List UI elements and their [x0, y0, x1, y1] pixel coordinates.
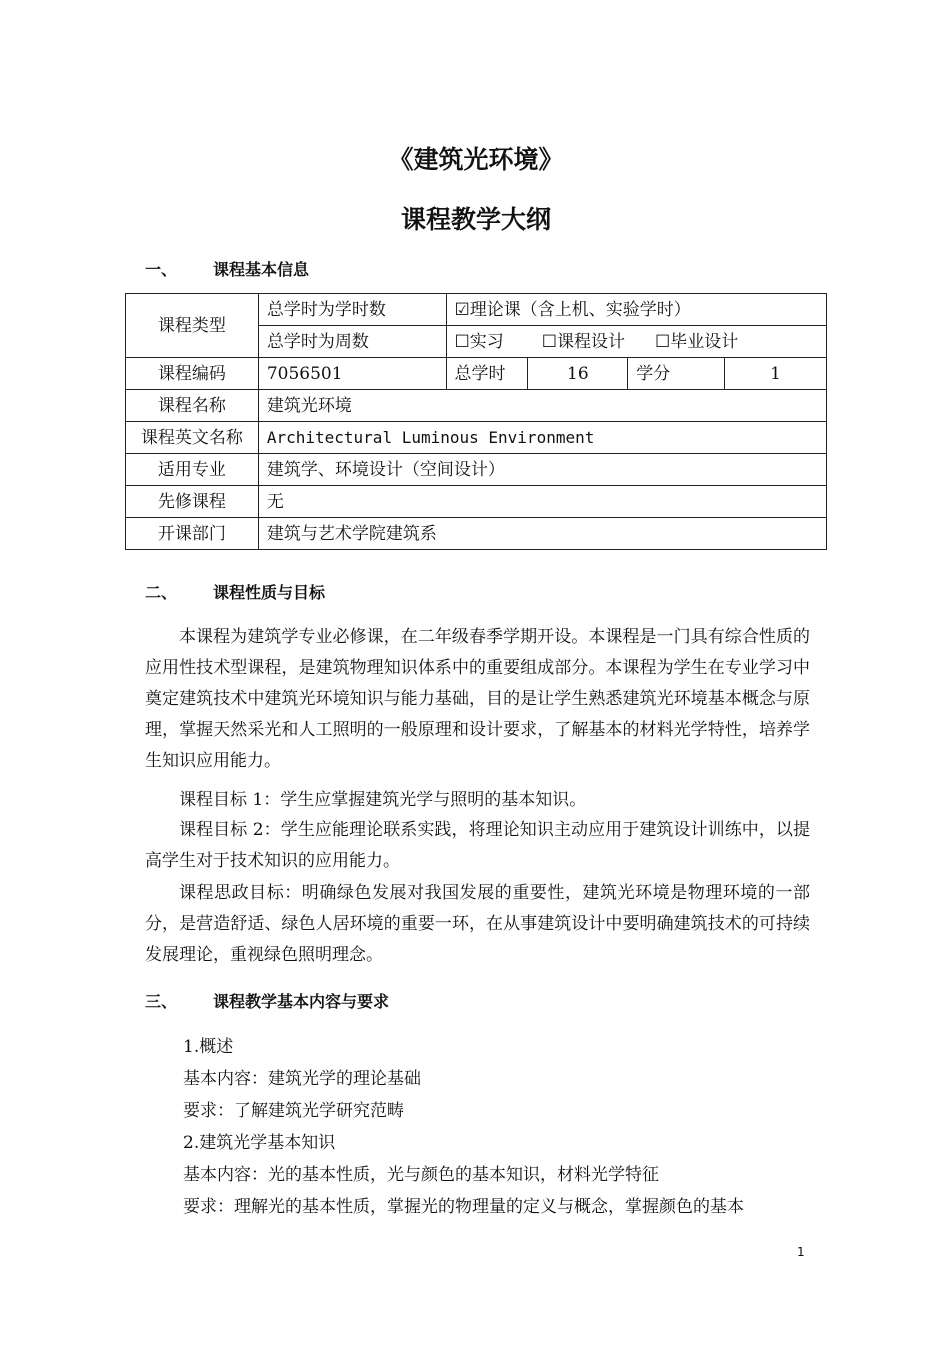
english-name-label: 课程英文名称 — [126, 422, 259, 454]
course-name-label: 课程名称 — [126, 390, 259, 422]
page-number: 1 — [797, 1245, 805, 1259]
table-row — [126, 518, 827, 550]
total-hours-value: 16 — [528, 358, 628, 390]
practice-options-cell — [446, 326, 827, 358]
major-value: 建筑学、环境设计（空间设计） — [258, 454, 826, 486]
hours-as-hours-cell: 总学时为学时数 — [258, 294, 446, 326]
list-item: 2.建筑光学基本知识 — [183, 1133, 336, 1153]
document-title: 《建筑光环境》 — [388, 145, 564, 174]
prerequisite-value: 无 — [258, 486, 826, 518]
theory-option-checkbox: ☑理论课（含上机、实验学时） — [446, 294, 827, 326]
course-code-label: 课程编码 — [126, 358, 259, 390]
section-number: 二、 — [145, 583, 178, 602]
department-value: 建筑与艺术学院建筑系 — [258, 518, 826, 550]
graduation-option-checkbox: ☐毕业设计 — [655, 331, 739, 352]
major-label: 适用专业 — [126, 454, 259, 486]
section-label: 课程性质与目标 — [213, 583, 326, 602]
table-row — [126, 422, 827, 454]
list-item: 基本内容：建筑光学的理论基础 — [183, 1069, 421, 1089]
course-code-value: 7056501 — [258, 358, 446, 390]
section-number: 三、 — [145, 992, 178, 1011]
table-row — [126, 486, 827, 518]
hours-as-weeks-cell: 总学时为周数 — [258, 326, 446, 358]
department-label: 开课部门 — [126, 518, 259, 550]
credit-label: 学分 — [628, 358, 725, 390]
course-type-label: 课程类型 — [126, 294, 259, 358]
list-item: 1.概述 — [183, 1037, 234, 1057]
design-option-checkbox: ☐课程设计 — [541, 331, 625, 352]
section-label: 课程基本信息 — [213, 260, 310, 279]
course-name-value: 建筑光环境 — [258, 390, 826, 422]
list-item: 要求：理解光的基本性质，掌握光的物理量的定义与概念，掌握颜色的基本 — [183, 1197, 744, 1217]
course-info-table — [125, 293, 827, 550]
table-row — [126, 294, 827, 326]
english-name-value: Architectural Luminous Environment — [258, 422, 826, 454]
total-hours-label: 总学时 — [446, 358, 528, 390]
section-number: 一、 — [145, 260, 178, 279]
prerequisite-label: 先修课程 — [126, 486, 259, 518]
goal-2-paragraph: 课程目标 2：学生应能理论联系实践，将理论知识主动应用于建筑设计训练中，以提高学生对于技术知识的应用能力。 — [145, 820, 810, 871]
ideology-goal-paragraph: 课程思政目标：明确绿色发展对我国发展的重要性，建筑光环境是物理环境的一部分，是营造舒适、绿色人居环境的重要一环，在从事建筑设计中要明确建筑技术的可持续发展理论，重视绿色照明理念。 — [145, 883, 810, 965]
internship-option-checkbox: ☐实习 — [454, 331, 504, 352]
list-item: 基本内容：光的基本性质，光与颜色的基本知识，材料光学特征 — [183, 1165, 659, 1185]
content-list — [183, 1031, 744, 1223]
course-nature-paragraph: 本课程为建筑学专业必修课，在二年级春季学期开设。本课程是一门具有综合性质的应用性技术型课程，是建筑物理知识体系中的重要组成部分。本课程为学生在专业学习中奠定建筑技术中建筑光环境知识与能力基础，目的是让学生熟悉建筑光环境基本概念与原理，掌握天然采光和人工照明的一般原理和设计要求，了解基本的材料光学特性，培养学生知识应用能力。 — [145, 627, 810, 771]
section-heading-nature-goals — [145, 580, 325, 603]
goal-1-paragraph: 课程目标 1：学生应掌握建筑光学与照明的基本知识。 — [179, 790, 587, 810]
section-heading-content — [145, 989, 389, 1012]
section-heading-basic-info — [145, 257, 309, 280]
credit-value: 1 — [725, 358, 827, 390]
table-row — [126, 454, 827, 486]
list-item: 要求：了解建筑光学研究范畴 — [183, 1101, 404, 1121]
section-label: 课程教学基本内容与要求 — [213, 992, 390, 1011]
document-subtitle: 课程教学大纲 — [400, 205, 551, 234]
table-row — [126, 390, 827, 422]
table-row — [126, 358, 827, 390]
